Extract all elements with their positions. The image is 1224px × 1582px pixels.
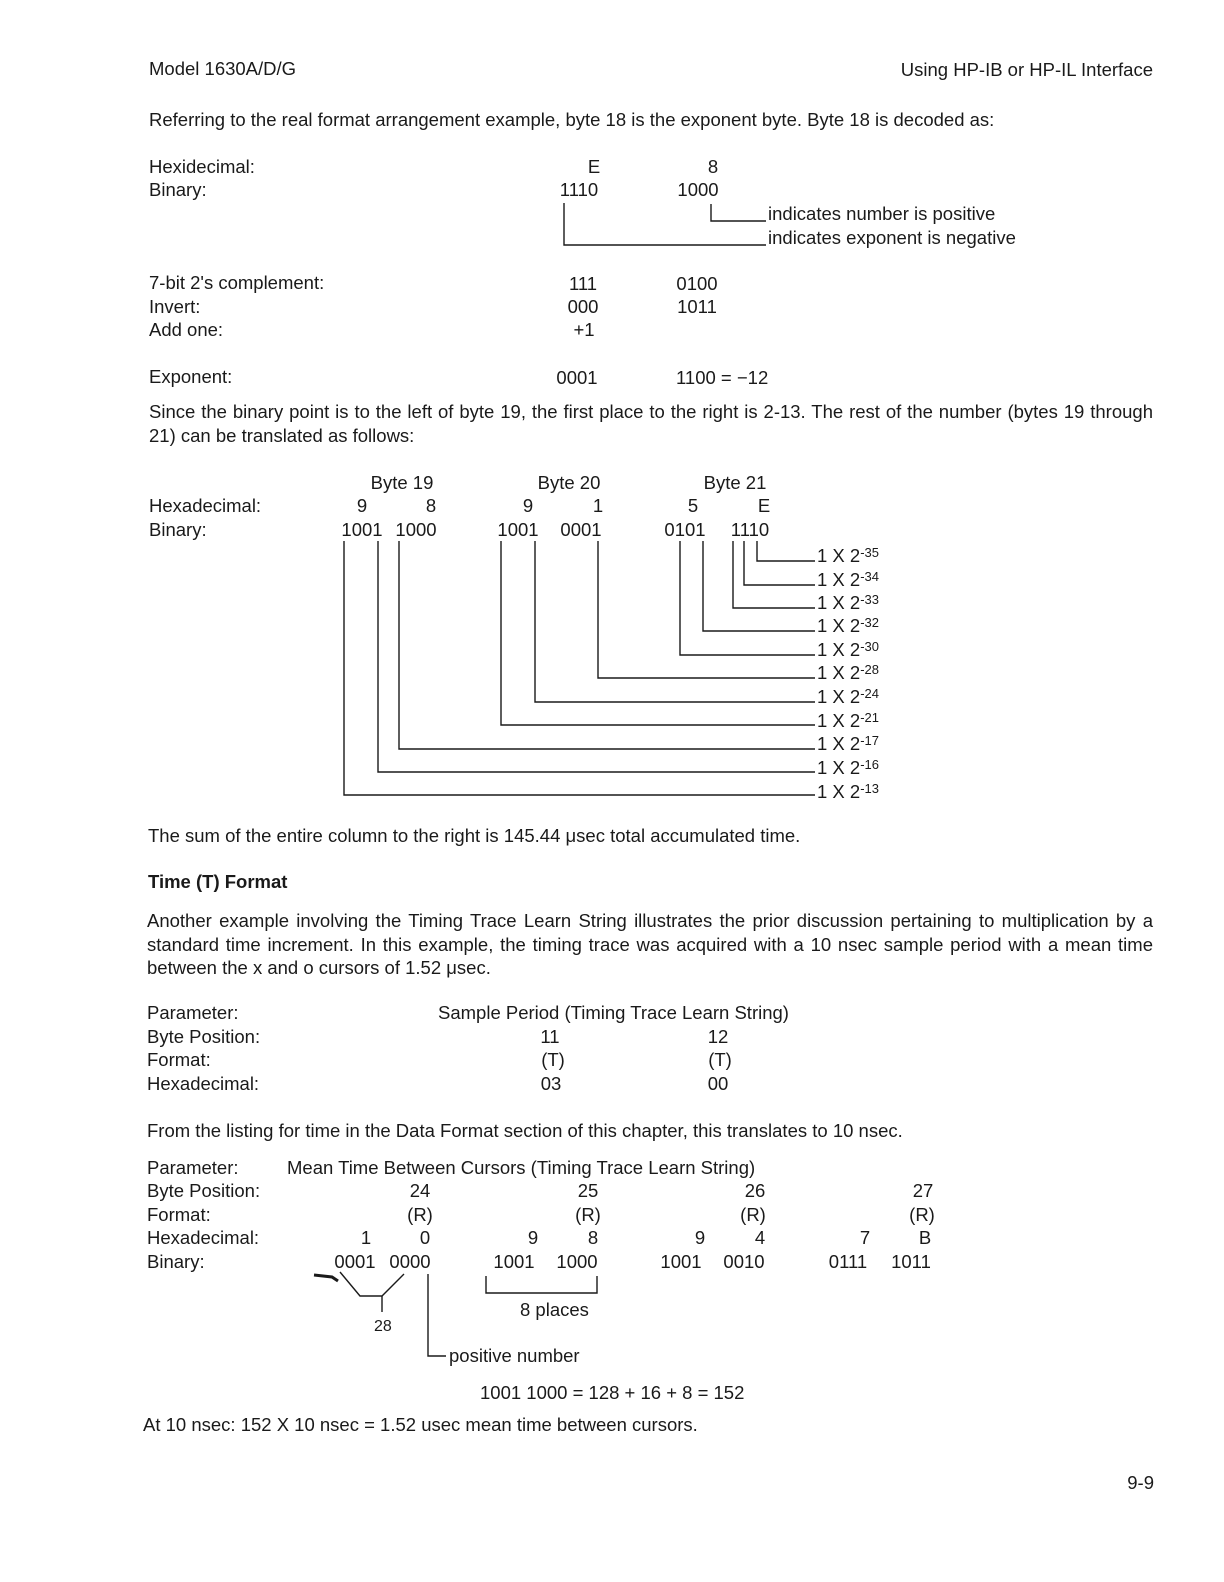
format-value: (T) [708, 1049, 732, 1070]
hex-digit: 9 [527, 1227, 539, 1248]
addone-label: Add one: [149, 319, 224, 340]
param-label: Parameter: [147, 1002, 239, 1023]
bin-nibble: 0000 [389, 1251, 431, 1272]
pos-value: 25 [577, 1180, 599, 1201]
leader-2-33 [733, 541, 815, 608]
pos-label: Byte Position: [147, 1026, 261, 1047]
hex-digit: 1 [592, 495, 604, 516]
power-of-two: 28 [374, 1318, 392, 1335]
hex-digit: 8 [425, 495, 437, 516]
listing-text: From the listing for time in the Data Format section of this chapter, this translates to 10 nsec. [147, 1120, 903, 1141]
leader-2-21 [501, 541, 815, 725]
complement-hi: 111 [568, 273, 598, 294]
bin-label: Binary: [149, 519, 207, 540]
power-term: 1 X $2^{-24}$ [817, 686, 879, 707]
bin-nibble: 1001 [497, 519, 539, 540]
byte-title: Byte 19 [370, 472, 434, 493]
hex-digit: 4 [754, 1227, 766, 1248]
hex-label: Hexidecimal: [149, 156, 255, 177]
header-section: Using HP-IB or HP-IL Interface [900, 59, 1153, 80]
power-term: 1 X $2^{-13}$ [817, 781, 879, 802]
intro-text: Referring to the real format arrangement example, byte 18 is the exponent byte. Byte 18 is decoded as: [149, 109, 995, 130]
bin-nibble: 0010 [723, 1251, 765, 1272]
power-term: 1 X $2^{-35}$ [817, 545, 879, 566]
bin-nibble: 0001 [334, 1251, 376, 1272]
arrow-marker [314, 1275, 338, 1281]
leader-2-35 [757, 541, 815, 561]
power-term: 1 X $2^{-21}$ [817, 710, 879, 731]
bin-nibble: 1001 [493, 1251, 535, 1272]
hex-lo: 8 [707, 156, 719, 177]
binary-point-text: Since the binary point is to the left of byte 19, the first place to the right is 2-13. The rest of the number (bytes 19 through 21) can be translated as follows: [149, 401, 1153, 446]
positive-number-label: positive number [449, 1345, 580, 1366]
hex-value: 03 [540, 1073, 562, 1094]
power-term: 1 X $2^{-34}$ [817, 569, 879, 590]
bin-nibble: 0111 [828, 1251, 868, 1272]
leader-2-34 [744, 541, 815, 585]
addone-hi: +1 [573, 319, 595, 340]
hex-digit: 7 [859, 1227, 871, 1248]
bin-lo: 1000 [677, 179, 719, 200]
leader-2-32 [703, 541, 815, 631]
power-term: 1 X $2^{-32}$ [817, 615, 879, 636]
sum-text: The sum of the entire column to the right is 145.44 μsec total accumulated time. [148, 825, 801, 846]
calc-line: 1001 1000 = 128 + 16 + 8 = 152 [480, 1382, 745, 1403]
hex-digit: 0 [419, 1227, 431, 1248]
param-label: Parameter: [147, 1157, 239, 1178]
pos-value: 26 [744, 1180, 766, 1201]
leader-2-30 [680, 541, 815, 655]
hex-digit: E [757, 495, 771, 516]
format-value: (R) [575, 1204, 601, 1225]
bin-label: Binary: [147, 1251, 205, 1272]
final-line: At 10 nsec: 152 X 10 nsec = 1.52 usec mean time between cursors. [143, 1414, 698, 1435]
format-value: (R) [740, 1204, 766, 1225]
hex-digit: 8 [587, 1227, 599, 1248]
bin-nibble: 1110 [730, 519, 770, 540]
hex-digit: B [918, 1227, 932, 1248]
pos-value: 11 [540, 1026, 560, 1047]
param-value: Sample Period (Timing Trace Learn String) [438, 1002, 789, 1023]
leader-2-16 [378, 541, 815, 772]
hex-digit: 9 [694, 1227, 706, 1248]
complement-lo: 0100 [676, 273, 718, 294]
page-number: 9-9 [1127, 1472, 1154, 1493]
exponent-label: Exponent: [149, 366, 233, 387]
hex-digit: 9 [522, 495, 534, 516]
power-term: 1 X $2^{-17}$ [817, 733, 879, 754]
byte-title: Byte 20 [537, 472, 601, 493]
power-term: 1 X $2^{-16}$ [817, 757, 879, 778]
power-term: 1 X $2^{-30}$ [817, 639, 879, 660]
positive-number-bracket [428, 1274, 446, 1356]
bin-nibble: 1000 [556, 1251, 598, 1272]
hex-digit: 5 [687, 495, 699, 516]
format-label: Format: [147, 1049, 211, 1070]
bin-nibble: 0001 [560, 519, 602, 540]
invert-hi: 000 [567, 296, 599, 317]
note-positive: indicates number is positive [768, 203, 996, 224]
complement-label: 7-bit 2's complement: [149, 272, 325, 293]
note-negative: indicates exponent is negative [768, 227, 1016, 248]
hex-label: Hexadecimal: [147, 1073, 260, 1094]
exponent-hi: 0001 [556, 367, 598, 388]
format-value: (R) [407, 1204, 433, 1225]
section-heading: Time (T) Format [148, 871, 288, 892]
power-brace [340, 1272, 404, 1296]
format-value: (T) [541, 1049, 565, 1070]
eight-places-bracket [486, 1276, 597, 1293]
invert-lo: 1011 [677, 296, 717, 317]
hex-label: Hexadecimal: [147, 1227, 260, 1248]
format-label: Format: [147, 1204, 211, 1225]
hex-hi: E [587, 156, 601, 177]
hex-label: Hexadecimal: [149, 495, 262, 516]
invert-label: Invert: [149, 296, 201, 317]
exponent-sign-bracket [564, 203, 766, 245]
sign-bit-bracket [711, 204, 766, 221]
bin-label: Binary: [149, 179, 207, 200]
format-value: (R) [909, 1204, 935, 1225]
header-model: Model 1630A/D/G [149, 58, 297, 79]
param-value: Mean Time Between Cursors (Timing Trace Learn String) [287, 1157, 756, 1178]
leader-2-13 [344, 541, 815, 795]
bin-nibble: 1001 [660, 1251, 702, 1272]
power-term: 1 X $2^{-28}$ [817, 662, 879, 683]
hex-digit: 1 [360, 1227, 372, 1248]
bin-nibble: 0101 [664, 519, 706, 540]
bin-hi: 1110 [559, 179, 599, 200]
bin-nibble: 1011 [891, 1251, 931, 1272]
pos-value: 27 [912, 1180, 934, 1201]
leader-2-17 [399, 541, 815, 749]
bin-nibble: 1001 [341, 519, 383, 540]
byte-title: Byte 21 [703, 472, 767, 493]
eight-places-label: 8 places [520, 1299, 589, 1320]
leader-2-24 [535, 541, 815, 702]
pos-value: 24 [409, 1180, 431, 1201]
pos-value: 12 [707, 1026, 729, 1047]
hex-value: 00 [707, 1073, 729, 1094]
time-paragraph: Another example involving the Timing Trace Learn String illustrates the prior discussion pertaining to multiplication by a standard time increment. In this example, the timing trace was acquired with a 10 nsec sample period with a mean time between the x and o cursors of 1.52 μsec. [147, 910, 1153, 978]
pos-label: Byte Position: [147, 1180, 261, 1201]
exponent-lo: 1100 = −12 [676, 367, 769, 388]
leader-2-28 [598, 541, 815, 678]
power-term: 1 X $2^{-33}$ [817, 592, 879, 613]
bin-nibble: 1000 [395, 519, 437, 540]
hex-digit: 9 [356, 495, 368, 516]
